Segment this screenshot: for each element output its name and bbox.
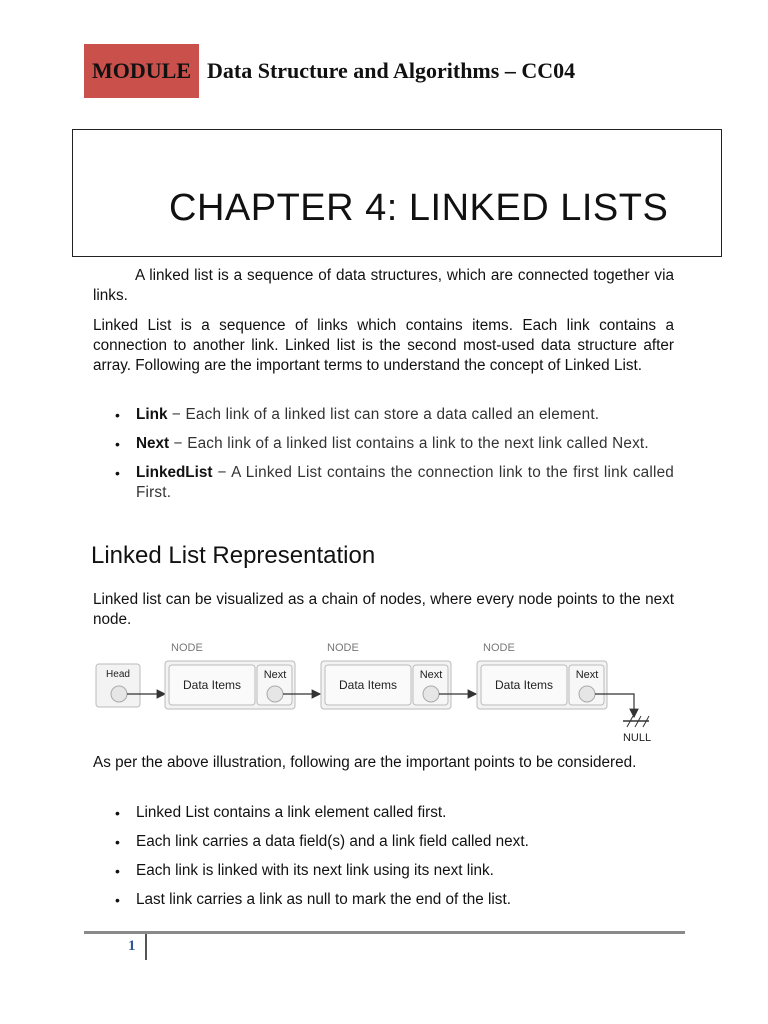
next-label: Next bbox=[575, 669, 599, 681]
pointer-circle bbox=[267, 686, 283, 702]
term-definition: − Each link of a linked list can store a data called an element. bbox=[167, 406, 600, 423]
page-number-separator bbox=[145, 934, 147, 960]
pointer-circle bbox=[111, 686, 127, 702]
points-list bbox=[93, 803, 674, 919]
representation-intro: Linked list can be visualized as a chain of nodes, where every node points to the next node. bbox=[93, 591, 674, 628]
term-definition: − A Linked List contains the connection link to the first link called First. bbox=[136, 464, 674, 501]
terms-list bbox=[93, 405, 674, 512]
list-item: • Each link carries a data field(s) and a link field called next. bbox=[93, 832, 674, 852]
node-3 bbox=[477, 642, 634, 717]
footer-rule bbox=[84, 931, 685, 934]
course-title: Data Structure and Algorithms – CC04 bbox=[207, 58, 576, 83]
node-caption: NODE bbox=[483, 642, 515, 654]
list-item: • Last link carries a link as null to mark the end of the list. bbox=[93, 890, 674, 910]
pointer-circle bbox=[423, 686, 439, 702]
term-label: LinkedList bbox=[136, 464, 213, 481]
node-caption: NODE bbox=[327, 642, 359, 654]
page-number: 1 bbox=[128, 938, 136, 954]
next-label: Next bbox=[419, 669, 443, 681]
module-badge: MODULE bbox=[84, 44, 199, 98]
intro-paragraph-1: A linked list is a sequence of data structures, which are connected together via links. bbox=[93, 267, 674, 304]
pointer-circle bbox=[579, 686, 595, 702]
data-items-label: Data Items bbox=[182, 678, 242, 692]
list-item: • Linked List contains a link element called first. bbox=[93, 803, 674, 823]
term-label: Next bbox=[136, 435, 170, 452]
term-item-link bbox=[93, 405, 674, 425]
term-definition: − Each link of a linked list contains a link to the next link called Next. bbox=[169, 435, 649, 452]
node-1 bbox=[165, 642, 320, 709]
chapter-title: CHAPTER 4: LINKED LISTS bbox=[169, 187, 669, 229]
head-node bbox=[96, 664, 165, 707]
next-label: Next bbox=[263, 669, 287, 681]
intro-paragraph-2: Linked List is a sequence of links which contains items. Each link contains a connection to another link. Linked list is the second most-used data structure after array. Following are the important terms to understand the concept of Linked List. bbox=[93, 317, 674, 374]
section-heading: Linked List Representation bbox=[91, 542, 376, 569]
illustration-note: As per the above illustration, following are the important points to be considered. bbox=[93, 754, 637, 771]
null-label: NULL bbox=[622, 732, 652, 744]
node-2 bbox=[321, 642, 476, 709]
term-item-linkedlist bbox=[93, 463, 674, 503]
linked-list-diagram bbox=[93, 637, 673, 747]
null-terminator bbox=[623, 716, 651, 744]
list-item: • Each link is linked with its next link using its next link. bbox=[93, 861, 674, 881]
data-items-label: Data Items bbox=[494, 678, 554, 692]
chapter-title-box bbox=[72, 129, 722, 257]
node-caption: NODE bbox=[171, 642, 203, 654]
head-label: Head bbox=[106, 669, 130, 680]
page-header bbox=[84, 44, 575, 98]
term-label: Link bbox=[136, 406, 168, 423]
data-items-label: Data Items bbox=[338, 678, 398, 692]
term-item-next bbox=[93, 434, 674, 454]
